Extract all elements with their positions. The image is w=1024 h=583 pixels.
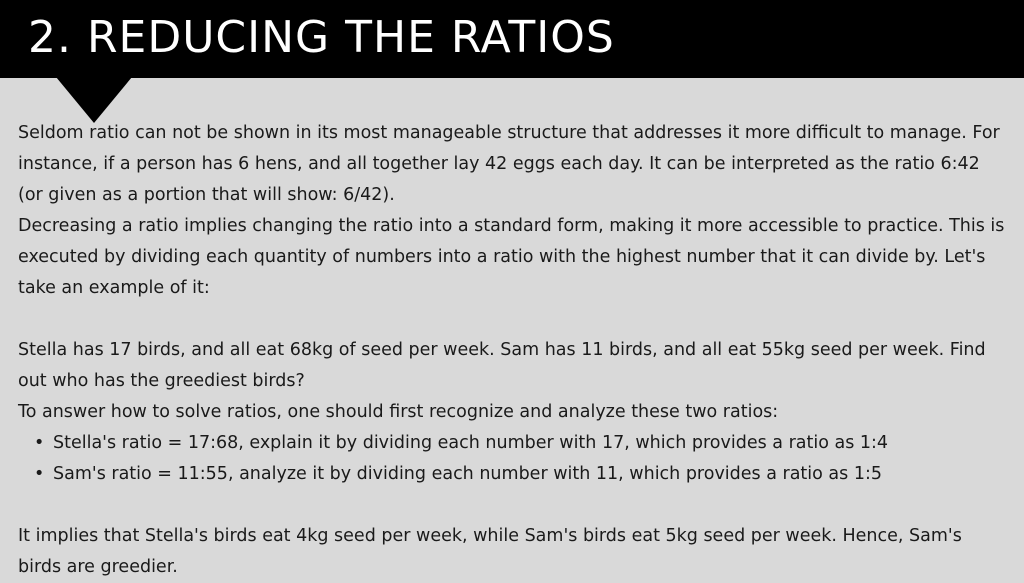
slide-title: 2. REDUCING THE RATIOS xyxy=(28,12,615,63)
list-item-text: Stella's ratio = 17:68, explain it by dividing each number with 17, which provides a ratio as 1:4 xyxy=(53,433,889,453)
paragraph-definition: Decreasing a ratio implies changing the ratio into a standard form, making it more accessible to practice. This is executed by dividing each quantity of numbers into a ratio with the highest number that it can divide by. Let's take an example of it: xyxy=(18,216,1005,298)
list-item xyxy=(34,459,1008,490)
list-item xyxy=(34,428,1008,459)
list-item-text: Sam's ratio = 11:55, analyze it by dividing each number with 11, which provides a ratio as 1:5 xyxy=(53,464,882,484)
spacer xyxy=(18,490,1008,521)
paragraph-instruction: To answer how to solve ratios, one should first recognize and analyze these two ratios: xyxy=(18,402,779,422)
paragraph-example: Stella has 17 birds, and all eat 68kg of seed per week. Sam has 11 birds, and all eat 55kg seed per week. Find out who has the greediest birds? xyxy=(18,340,986,391)
bullet-icon: • xyxy=(34,464,45,484)
slide-body xyxy=(18,118,1008,583)
bullet-icon: • xyxy=(34,433,45,453)
bullet-list xyxy=(18,428,1008,490)
spacer xyxy=(18,304,1008,335)
paragraph-intro: Seldom ratio can not be shown in its most manageable structure that addresses it more difficult to manage. For instance, if a person has 6 hens, and all together lay 42 eggs each day. It can be interpreted as the ratio 6:42 (or given as a portion that will show: 6/42). xyxy=(18,123,1000,205)
header-pointer xyxy=(56,77,132,123)
paragraph-conclusion: It implies that Stella's birds eat 4kg seed per week, while Sam's birds eat 5kg seed per week. Hence, Sam's birds are greedier. xyxy=(18,526,962,577)
